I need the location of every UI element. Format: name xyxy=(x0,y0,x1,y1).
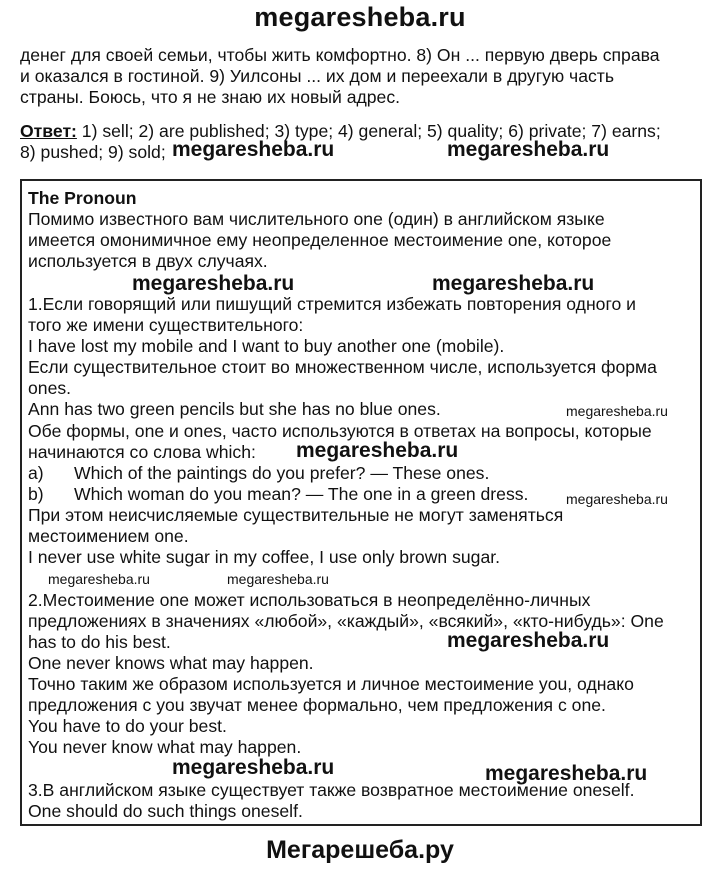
list-item-a-letter: a) xyxy=(28,463,44,483)
watermark: megaresheba.ru xyxy=(566,491,668,507)
box-line: местоимением one. xyxy=(28,526,189,546)
box-line: используется в двух случаях. xyxy=(28,251,268,271)
box-line: предложения с you звучат менее формально, чем предложения с one. xyxy=(28,695,606,715)
box-line: Обе формы, one и ones, часто используются в ответах на вопросы, которые xyxy=(28,421,652,441)
box-line: 2.Местоимение one может использоваться в неопределённо-личных xyxy=(28,590,591,610)
box-line: One should do such things oneself. xyxy=(28,801,303,821)
intro-line-2: и оказался в гостиной. 9) Уилсоны ... их дом и переехали в другую часть xyxy=(20,66,614,86)
box-line: You never know what may happen. xyxy=(28,737,302,757)
watermark: megaresheba.ru xyxy=(296,439,459,462)
box-line: Ann has two green pencils but she has no blue ones. xyxy=(28,399,441,419)
list-item-a-text: Which of the paintings do you prefer? — These ones. xyxy=(74,463,490,483)
box-line: 1.Если говорящий или пишущий стремится избежать повторения одного и xyxy=(28,294,636,314)
box-line: I have lost my mobile and I want to buy another one (mobile). xyxy=(28,336,505,356)
intro-line-3: страны. Боюсь, что я не знаю их новый адрес. xyxy=(20,87,401,107)
list-item-a xyxy=(28,463,489,484)
box-line: I never use white sugar in my coffee, I use only brown sugar. xyxy=(28,547,501,567)
box-line: начинаются со слова which: xyxy=(28,442,256,462)
watermark: megaresheba.ru xyxy=(227,571,329,587)
watermark: megaresheba.ru xyxy=(566,403,668,419)
watermark: megaresheba.ru xyxy=(132,272,295,295)
watermark: megaresheba.ru xyxy=(432,272,595,295)
list-item-b-text: Which woman do you mean? — The one in a green dress. xyxy=(74,484,529,504)
list-item-b xyxy=(28,484,528,505)
box-line: has to do his best. xyxy=(28,632,171,652)
answer-label: Ответ: xyxy=(20,121,77,141)
watermark: megaresheba.ru xyxy=(48,571,150,587)
box-line: имеется омонимичное ему неопределенное местоимение one, которое xyxy=(28,230,612,250)
site-title: megaresheba.ru xyxy=(254,2,466,32)
box-line: 3.В английском языке существует также возвратное местоимение oneself. xyxy=(28,780,635,800)
list-item-b-letter: b) xyxy=(28,484,44,504)
box-line: Если существительное стоит во множественном числе, используется форма xyxy=(28,357,657,377)
watermark: megaresheba.ru xyxy=(485,762,648,785)
intro-line-1: денег для своей семьи, чтобы жить комфортно. 8) Он ... первую дверь справа xyxy=(20,45,660,65)
box-line: того же имени существительного: xyxy=(28,315,304,335)
box-line: ones. xyxy=(28,378,72,398)
watermark: megaresheba.ru xyxy=(447,138,610,161)
answer-text-1: 1) sell; 2) are published; 3) type; 4) general; 5) quality; 6) private; 7) earns; xyxy=(76,121,661,141)
watermark: megaresheba.ru xyxy=(447,629,610,652)
box-line: При этом неисчисляемые существительные не могут заменяться xyxy=(28,505,564,525)
footer-title: Мегарешеба.ру xyxy=(266,836,454,864)
box-line: Помимо известного вам числительного one (один) в английском языке xyxy=(28,209,605,229)
box-line: You have to do your best. xyxy=(28,716,227,736)
box-title: The Pronoun xyxy=(28,188,137,208)
watermark: megaresheba.ru xyxy=(172,138,335,161)
watermark: megaresheba.ru xyxy=(172,756,335,779)
box-line: Точно таким же образом используется и личное местоимение you, однако xyxy=(28,674,634,694)
box-line: предложениях в значениях «любой», «каждый», «всякий», «кто-нибудь»: One xyxy=(28,611,664,631)
answer-line-2: 8) pushed; 9) sold; xyxy=(20,142,166,162)
box-line: One never knows what may happen. xyxy=(28,653,314,673)
